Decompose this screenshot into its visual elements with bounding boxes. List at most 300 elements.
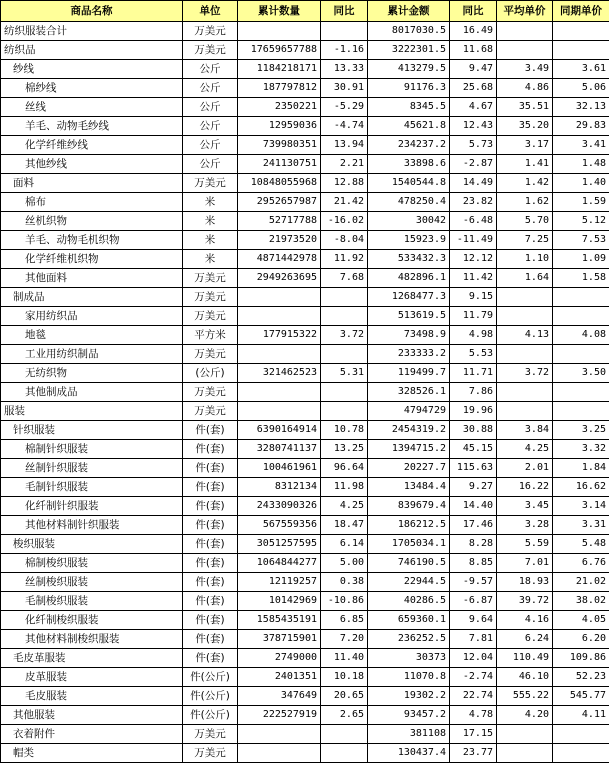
cell-cumulative-qty: 2350221 (238, 98, 321, 117)
cell-amount-yoy: 25.68 (450, 79, 497, 98)
cell-product-name: 针织服装 (1, 421, 183, 440)
table-body (1, 22, 609, 763)
cell-unit: 公斤 (183, 79, 238, 98)
table-row (1, 649, 609, 668)
cell-unit: 件(套) (183, 554, 238, 573)
cell-avg-price: 3.28 (497, 516, 553, 535)
cell-prev-price: 16.62 (553, 478, 609, 497)
cell-qty-yoy: 6.85 (321, 611, 368, 630)
table-row (1, 725, 609, 744)
cell-cumulative-amount: 15923.9 (368, 231, 450, 250)
cell-unit: 件(套) (183, 516, 238, 535)
table-row (1, 497, 609, 516)
cell-cumulative-amount: 73498.9 (368, 326, 450, 345)
cell-product-name: 羊毛、动物毛纱线 (1, 117, 183, 136)
cell-qty-yoy: -10.86 (321, 592, 368, 611)
table-row (1, 98, 609, 117)
cell-cumulative-qty: 4871442978 (238, 250, 321, 269)
cell-prev-price: 4.05 (553, 611, 609, 630)
cell-unit: 万美元 (183, 402, 238, 421)
cell-avg-price: 3.84 (497, 421, 553, 440)
cell-cumulative-qty (238, 402, 321, 421)
cell-qty-yoy (321, 725, 368, 744)
table-row (1, 364, 609, 383)
cell-cumulative-amount: 3222301.5 (368, 41, 450, 60)
cell-amount-yoy: 12.43 (450, 117, 497, 136)
cell-avg-price: 555.22 (497, 687, 553, 706)
table-row (1, 193, 609, 212)
cell-cumulative-amount: 513619.5 (368, 307, 450, 326)
cell-unit: 件(公斤) (183, 687, 238, 706)
cell-qty-yoy: 96.64 (321, 459, 368, 478)
cell-cumulative-qty: 2949263695 (238, 269, 321, 288)
cell-amount-yoy: 9.15 (450, 288, 497, 307)
cell-cumulative-amount: 19302.2 (368, 687, 450, 706)
cell-prev-price (553, 345, 609, 364)
cell-unit: 万美元 (183, 41, 238, 60)
cell-prev-price: 1.09 (553, 250, 609, 269)
cell-prev-price: 4.08 (553, 326, 609, 345)
cell-product-name: 丝制梭织服装 (1, 573, 183, 592)
cell-cumulative-amount: 328526.1 (368, 383, 450, 402)
table-row (1, 421, 609, 440)
cell-unit: 件(套) (183, 421, 238, 440)
cell-cumulative-qty (238, 307, 321, 326)
cell-qty-yoy: 4.25 (321, 497, 368, 516)
cell-cumulative-qty: 1064844277 (238, 554, 321, 573)
cell-prev-price: 5.48 (553, 535, 609, 554)
cell-prev-price: 52.23 (553, 668, 609, 687)
cell-avg-price: 110.49 (497, 649, 553, 668)
cell-prev-price: 5.06 (553, 79, 609, 98)
cell-cumulative-qty: 378715901 (238, 630, 321, 649)
cell-qty-yoy: 11.40 (321, 649, 368, 668)
cell-product-name: 衣着附件 (1, 725, 183, 744)
cell-qty-yoy: -5.29 (321, 98, 368, 117)
cell-cumulative-amount: 22944.5 (368, 573, 450, 592)
cell-product-name: 毛制梭织服装 (1, 592, 183, 611)
cell-prev-price (553, 383, 609, 402)
cell-avg-price: 4.20 (497, 706, 553, 725)
table-row (1, 117, 609, 136)
cell-qty-yoy: 20.65 (321, 687, 368, 706)
cell-cumulative-qty: 567559356 (238, 516, 321, 535)
cell-product-name: 其他面料 (1, 269, 183, 288)
cell-amount-yoy: 115.63 (450, 459, 497, 478)
cell-product-name: 羊毛、动物毛机织物 (1, 231, 183, 250)
cell-amount-yoy: 8.28 (450, 535, 497, 554)
col-header-prev-price: 同期单价 (553, 1, 609, 22)
cell-cumulative-qty: 6390164914 (238, 421, 321, 440)
cell-cumulative-amount: 533432.3 (368, 250, 450, 269)
cell-qty-yoy: 2.21 (321, 155, 368, 174)
cell-cumulative-qty (238, 383, 321, 402)
cell-avg-price: 1.41 (497, 155, 553, 174)
cell-amount-yoy: -2.87 (450, 155, 497, 174)
cell-qty-yoy (321, 22, 368, 41)
cell-prev-price: 1.58 (553, 269, 609, 288)
cell-unit: 平方米 (183, 326, 238, 345)
cell-avg-price (497, 22, 553, 41)
cell-product-name: 其他材料制梭织服装 (1, 630, 183, 649)
cell-cumulative-qty: 347649 (238, 687, 321, 706)
cell-amount-yoy: -2.74 (450, 668, 497, 687)
cell-unit: 万美元 (183, 288, 238, 307)
cell-prev-price: 38.02 (553, 592, 609, 611)
cell-cumulative-qty: 12959036 (238, 117, 321, 136)
cell-qty-yoy: 13.25 (321, 440, 368, 459)
cell-unit: 件(套) (183, 573, 238, 592)
cell-unit: 件(套) (183, 478, 238, 497)
table-row (1, 79, 609, 98)
cell-avg-price: 4.16 (497, 611, 553, 630)
cell-prev-price: 1.40 (553, 174, 609, 193)
cell-amount-yoy: -6.48 (450, 212, 497, 231)
cell-prev-price (553, 744, 609, 763)
table-row (1, 60, 609, 79)
cell-unit: 件(套) (183, 611, 238, 630)
cell-amount-yoy: 7.81 (450, 630, 497, 649)
cell-unit: 万美元 (183, 345, 238, 364)
table-row (1, 231, 609, 250)
cell-cumulative-qty: 2952657987 (238, 193, 321, 212)
table-row (1, 326, 609, 345)
table-row (1, 136, 609, 155)
cell-cumulative-qty: 21973520 (238, 231, 321, 250)
cell-prev-price (553, 22, 609, 41)
table-row (1, 592, 609, 611)
cell-unit: 万美元 (183, 269, 238, 288)
cell-prev-price (553, 288, 609, 307)
col-header-cumulative-amount: 累计金额 (368, 1, 450, 22)
cell-qty-yoy (321, 744, 368, 763)
cell-cumulative-qty: 321462523 (238, 364, 321, 383)
cell-cumulative-qty: 8312134 (238, 478, 321, 497)
cell-qty-yoy (321, 383, 368, 402)
cell-prev-price: 3.32 (553, 440, 609, 459)
cell-product-name: 纺织品 (1, 41, 183, 60)
cell-avg-price (497, 383, 553, 402)
cell-cumulative-amount: 8017030.5 (368, 22, 450, 41)
cell-unit: 件(公斤) (183, 706, 238, 725)
cell-amount-yoy: 9.27 (450, 478, 497, 497)
cell-qty-yoy: -4.74 (321, 117, 368, 136)
cell-cumulative-qty: 2433090326 (238, 497, 321, 516)
cell-qty-yoy (321, 345, 368, 364)
cell-product-name: 工业用纺织制品 (1, 345, 183, 364)
cell-prev-price: 4.11 (553, 706, 609, 725)
table-row (1, 174, 609, 193)
cell-cumulative-qty: 17659657788 (238, 41, 321, 60)
cell-avg-price (497, 41, 553, 60)
table-row (1, 288, 609, 307)
table-row (1, 440, 609, 459)
cell-qty-yoy: 6.14 (321, 535, 368, 554)
cell-cumulative-amount: 234237.2 (368, 136, 450, 155)
cell-cumulative-qty: 100461961 (238, 459, 321, 478)
cell-avg-price: 39.72 (497, 592, 553, 611)
cell-unit: 万美元 (183, 174, 238, 193)
cell-avg-price: 3.72 (497, 364, 553, 383)
table-row (1, 630, 609, 649)
cell-amount-yoy: 12.04 (450, 649, 497, 668)
cell-cumulative-amount: 40286.5 (368, 592, 450, 611)
cell-qty-yoy: 7.20 (321, 630, 368, 649)
cell-amount-yoy: 5.73 (450, 136, 497, 155)
cell-prev-price: 1.48 (553, 155, 609, 174)
cell-qty-yoy: 7.68 (321, 269, 368, 288)
cell-qty-yoy: -8.04 (321, 231, 368, 250)
cell-amount-yoy: 12.12 (450, 250, 497, 269)
cell-cumulative-qty (238, 288, 321, 307)
cell-avg-price: 16.22 (497, 478, 553, 497)
cell-prev-price: 29.83 (553, 117, 609, 136)
cell-product-name: 化学纤维纱线 (1, 136, 183, 155)
col-header-unit: 单位 (183, 1, 238, 22)
cell-avg-price: 7.25 (497, 231, 553, 250)
cell-cumulative-amount: 2454319.2 (368, 421, 450, 440)
cell-product-name: 皮革服装 (1, 668, 183, 687)
cell-amount-yoy: 11.79 (450, 307, 497, 326)
cell-qty-yoy: 12.88 (321, 174, 368, 193)
cell-product-name: 棉制梭织服装 (1, 554, 183, 573)
cell-unit: 万美元 (183, 307, 238, 326)
cell-avg-price: 46.10 (497, 668, 553, 687)
cell-unit: 件(套) (183, 497, 238, 516)
cell-amount-yoy: 11.71 (450, 364, 497, 383)
cell-cumulative-amount: 33898.6 (368, 155, 450, 174)
cell-cumulative-qty: 10848055968 (238, 174, 321, 193)
cell-cumulative-amount: 478250.4 (368, 193, 450, 212)
cell-product-name: 化纤制针织服装 (1, 497, 183, 516)
cell-prev-price: 6.20 (553, 630, 609, 649)
cell-cumulative-amount: 30042 (368, 212, 450, 231)
cell-cumulative-amount: 1540544.8 (368, 174, 450, 193)
cell-unit: 米 (183, 193, 238, 212)
table-row (1, 212, 609, 231)
cell-cumulative-qty: 222527919 (238, 706, 321, 725)
cell-product-name: 梭织服装 (1, 535, 183, 554)
cell-cumulative-amount: 30373 (368, 649, 450, 668)
cell-product-name: 化纤制梭织服装 (1, 611, 183, 630)
cell-qty-yoy: 11.98 (321, 478, 368, 497)
cell-cumulative-qty: 52717788 (238, 212, 321, 231)
table-row (1, 402, 609, 421)
cell-cumulative-amount: 746190.5 (368, 554, 450, 573)
cell-cumulative-amount: 659360.1 (368, 611, 450, 630)
cell-prev-price (553, 41, 609, 60)
table-row (1, 744, 609, 763)
cell-amount-yoy: 19.96 (450, 402, 497, 421)
cell-product-name: 地毯 (1, 326, 183, 345)
cell-prev-price: 3.50 (553, 364, 609, 383)
cell-avg-price (497, 288, 553, 307)
cell-cumulative-qty: 241130751 (238, 155, 321, 174)
cell-unit: 件(套) (183, 440, 238, 459)
cell-avg-price: 3.17 (497, 136, 553, 155)
cell-cumulative-qty: 187797812 (238, 79, 321, 98)
cell-unit: 公斤 (183, 60, 238, 79)
cell-cumulative-amount: 233333.2 (368, 345, 450, 364)
cell-prev-price (553, 307, 609, 326)
cell-avg-price: 1.62 (497, 193, 553, 212)
cell-qty-yoy: 10.18 (321, 668, 368, 687)
cell-unit: 件(套) (183, 535, 238, 554)
cell-cumulative-amount: 186212.5 (368, 516, 450, 535)
cell-prev-price: 545.77 (553, 687, 609, 706)
cell-prev-price: 1.59 (553, 193, 609, 212)
cell-amount-yoy: 16.49 (450, 22, 497, 41)
cell-product-name: 其他服装 (1, 706, 183, 725)
cell-qty-yoy: 13.33 (321, 60, 368, 79)
cell-cumulative-amount: 413279.5 (368, 60, 450, 79)
cell-cumulative-qty (238, 345, 321, 364)
cell-cumulative-amount: 20227.7 (368, 459, 450, 478)
cell-cumulative-amount: 119499.7 (368, 364, 450, 383)
cell-avg-price: 6.24 (497, 630, 553, 649)
cell-cumulative-qty: 177915322 (238, 326, 321, 345)
cell-avg-price (497, 402, 553, 421)
cell-amount-yoy: 14.40 (450, 497, 497, 516)
cell-amount-yoy: 4.67 (450, 98, 497, 117)
cell-avg-price: 1.10 (497, 250, 553, 269)
cell-unit: 件(套) (183, 649, 238, 668)
cell-amount-yoy: 45.15 (450, 440, 497, 459)
cell-avg-price: 3.45 (497, 497, 553, 516)
cell-qty-yoy: 10.78 (321, 421, 368, 440)
cell-product-name: 其他制成品 (1, 383, 183, 402)
cell-cumulative-qty: 2401351 (238, 668, 321, 687)
cell-amount-yoy: 11.42 (450, 269, 497, 288)
cell-unit: 公斤 (183, 155, 238, 174)
cell-prev-price: 3.31 (553, 516, 609, 535)
cell-avg-price: 4.13 (497, 326, 553, 345)
cell-qty-yoy (321, 402, 368, 421)
cell-cumulative-qty (238, 22, 321, 41)
cell-qty-yoy: 11.92 (321, 250, 368, 269)
cell-amount-yoy: 30.88 (450, 421, 497, 440)
cell-product-name: 服装 (1, 402, 183, 421)
cell-avg-price: 1.64 (497, 269, 553, 288)
cell-amount-yoy: 8.85 (450, 554, 497, 573)
cell-amount-yoy: 9.47 (450, 60, 497, 79)
cell-qty-yoy: 30.91 (321, 79, 368, 98)
cell-product-name: 纺织服装合计 (1, 22, 183, 41)
col-header-amount-yoy: 同比 (450, 1, 497, 22)
cell-qty-yoy: 21.42 (321, 193, 368, 212)
col-header-cumulative-qty: 累计数量 (238, 1, 321, 22)
cell-amount-yoy: 9.64 (450, 611, 497, 630)
cell-amount-yoy: 4.78 (450, 706, 497, 725)
cell-product-name: 棉制针织服装 (1, 440, 183, 459)
cell-prev-price: 5.12 (553, 212, 609, 231)
cell-avg-price: 3.49 (497, 60, 553, 79)
cell-cumulative-amount: 4794729 (368, 402, 450, 421)
cell-cumulative-amount: 8345.5 (368, 98, 450, 117)
cell-product-name: 制成品 (1, 288, 183, 307)
cell-prev-price: 21.02 (553, 573, 609, 592)
cell-product-name: 毛制针织服装 (1, 478, 183, 497)
table-row (1, 459, 609, 478)
cell-amount-yoy: 23.82 (450, 193, 497, 212)
cell-unit: 公斤 (183, 136, 238, 155)
cell-product-name: 化学纤维机织物 (1, 250, 183, 269)
cell-unit: 件(套) (183, 630, 238, 649)
cell-amount-yoy: 7.86 (450, 383, 497, 402)
cell-cumulative-amount: 1268477.3 (368, 288, 450, 307)
cell-product-name: 帽类 (1, 744, 183, 763)
cell-cumulative-amount: 1705034.1 (368, 535, 450, 554)
cell-prev-price: 109.86 (553, 649, 609, 668)
cell-amount-yoy: -11.49 (450, 231, 497, 250)
cell-cumulative-amount: 1394715.2 (368, 440, 450, 459)
cell-avg-price: 4.25 (497, 440, 553, 459)
cell-qty-yoy: 5.31 (321, 364, 368, 383)
cell-prev-price: 3.41 (553, 136, 609, 155)
cell-unit: 米 (183, 231, 238, 250)
cell-product-name: 无纺织物 (1, 364, 183, 383)
cell-cumulative-amount: 11070.8 (368, 668, 450, 687)
cell-prev-price: 3.61 (553, 60, 609, 79)
table-row (1, 554, 609, 573)
cell-product-name: 面料 (1, 174, 183, 193)
cell-amount-yoy: 5.53 (450, 345, 497, 364)
cell-cumulative-qty (238, 744, 321, 763)
cell-avg-price: 5.59 (497, 535, 553, 554)
cell-cumulative-qty: 739980351 (238, 136, 321, 155)
cell-cumulative-amount: 236252.5 (368, 630, 450, 649)
cell-product-name: 家用纺织品 (1, 307, 183, 326)
cell-prev-price: 7.53 (553, 231, 609, 250)
table-row (1, 611, 609, 630)
cell-product-name: 毛皮服装 (1, 687, 183, 706)
cell-cumulative-qty: 3280741137 (238, 440, 321, 459)
cell-prev-price: 1.84 (553, 459, 609, 478)
cell-cumulative-qty (238, 725, 321, 744)
cell-prev-price: 32.13 (553, 98, 609, 117)
cell-product-name: 丝线 (1, 98, 183, 117)
table-row (1, 269, 609, 288)
cell-qty-yoy (321, 288, 368, 307)
cell-amount-yoy: 17.46 (450, 516, 497, 535)
table-row (1, 535, 609, 554)
cell-product-name: 丝机织物 (1, 212, 183, 231)
table-row (1, 307, 609, 326)
cell-product-name: 其他材料制针织服装 (1, 516, 183, 535)
table-row (1, 668, 609, 687)
table-row (1, 478, 609, 497)
cell-unit: 万美元 (183, 383, 238, 402)
table-row (1, 41, 609, 60)
table-row (1, 687, 609, 706)
cell-qty-yoy: -16.02 (321, 212, 368, 231)
cell-unit: (公斤) (183, 364, 238, 383)
cell-avg-price (497, 725, 553, 744)
table-row (1, 706, 609, 725)
cell-qty-yoy: 2.65 (321, 706, 368, 725)
cell-cumulative-qty: 1184218171 (238, 60, 321, 79)
cell-amount-yoy: -9.57 (450, 573, 497, 592)
cell-unit: 米 (183, 212, 238, 231)
cell-prev-price: 3.14 (553, 497, 609, 516)
cell-avg-price: 4.86 (497, 79, 553, 98)
cell-product-name: 其他纱线 (1, 155, 183, 174)
cell-amount-yoy: 4.98 (450, 326, 497, 345)
header-row (1, 1, 609, 22)
cell-qty-yoy: 18.47 (321, 516, 368, 535)
cell-unit: 万美元 (183, 22, 238, 41)
cell-avg-price (497, 307, 553, 326)
